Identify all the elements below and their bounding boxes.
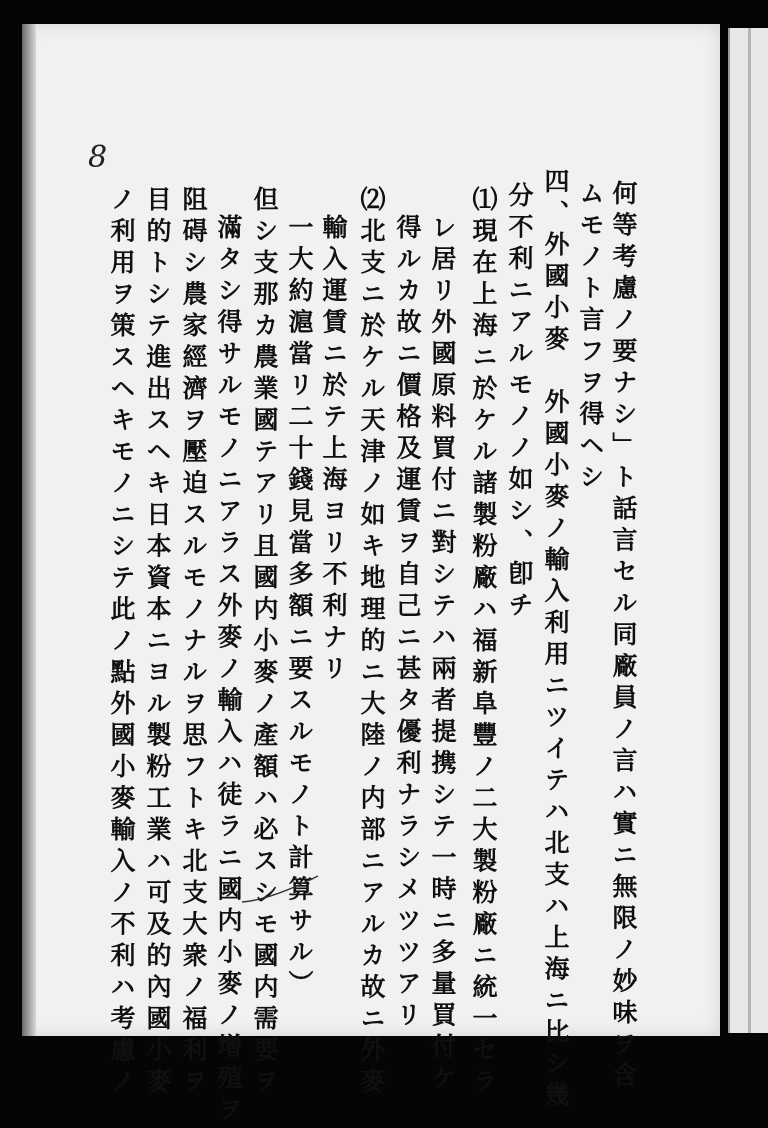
- text-column: 目的トシテ進出スヘキ日本資本ニヨル製粉工業ハ可及的內國小麥: [143, 186, 172, 1100]
- text-column: 分不利ニアルモノノ如シ、卽チ: [505, 182, 534, 623]
- page-binding-edge: [22, 24, 36, 1036]
- text-column: ⑵北支ニ於ケル天津ノ如キ地理的ニ大陸ノ内部ニアルカ故ニ外麥: [357, 186, 386, 1100]
- page-number: 8: [88, 140, 108, 175]
- text-column: ムモノト言フヲ得ヘシ: [576, 180, 605, 495]
- text-column: 滿タシ得サルモノニアラス外麥ノ輸入ハ徒ラニ國内小麥ノ增殖ヲ: [214, 214, 243, 1128]
- text-column: レ居リ外國原料買付ニ對シテハ兩者提携シテ一時ニ多量買付ケ: [428, 214, 457, 1096]
- pencil-underline-mark: [240, 870, 320, 910]
- text-column: 一大約滬當リ二十錢見當多額ニ要スルモノト計算サル）: [285, 214, 314, 1002]
- text-column: 但シ支那カ農業國テアリ且國内小麥ノ產額ハ必スシモ國内需要ヲ: [250, 186, 279, 1100]
- text-column: 四、外國小麥 外國小麥ノ輸入利用ニツイテハ北支ハ上海ニ比シ幾: [541, 168, 570, 1113]
- text-column: 阻碍シ農家經濟ヲ壓迫スルモノナルヲ思フトキ北支大衆ノ福利ヲ: [179, 186, 208, 1100]
- text-column: 輸入運賃ニ於テ上海ヨリ不利ナリ: [319, 214, 348, 687]
- text-column: ⑴現在上海ニ於ケル諸製粉廠ハ福新阜豐ノ二大製粉廠ニ統一セラ: [469, 186, 498, 1100]
- page-fold-line: [748, 28, 751, 1033]
- text-column: 何等考慮ノ要ナシ」ト話言セル同廠員ノ言ハ實ニ無限ノ妙味ヲ含: [609, 180, 638, 1094]
- text-column: ノ利用ヲ策スヘキモノニシテ此ノ點外國小麥輸入ノ不利ハ考慮ノ: [107, 186, 136, 1100]
- text-column: 得ルカ故ニ價格及運賃ヲ自己ニ甚タ優利ナラシメツツアリ: [393, 214, 422, 1033]
